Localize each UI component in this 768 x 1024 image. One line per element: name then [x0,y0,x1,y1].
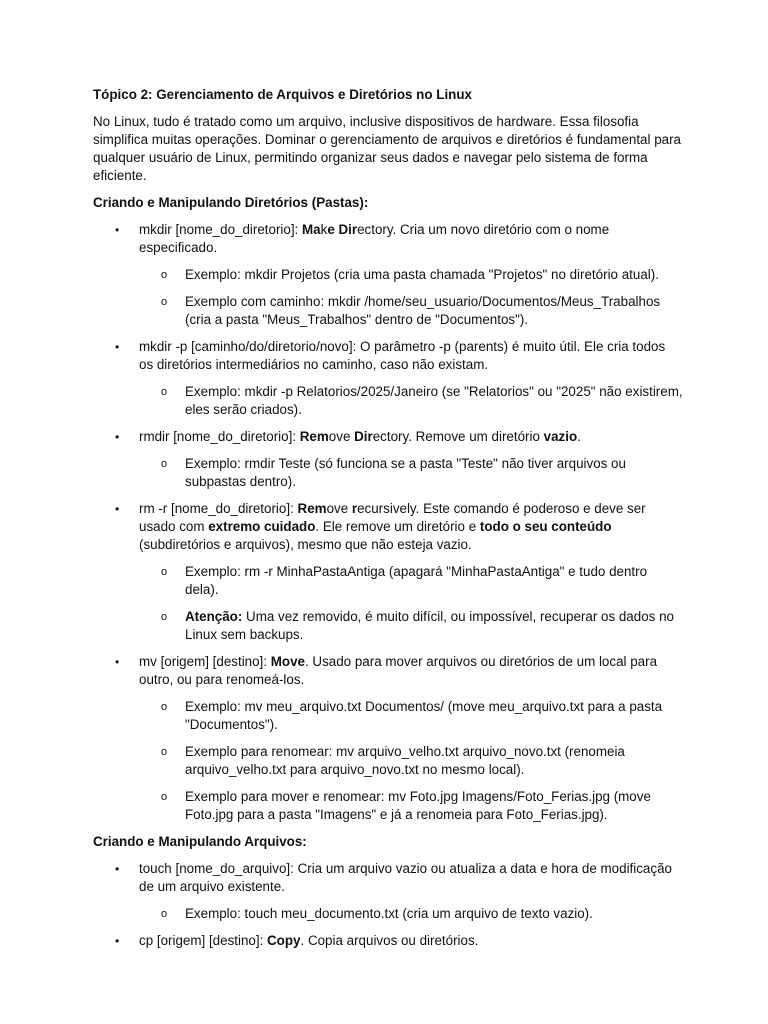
mkdir-p-examples [139,383,683,419]
rmdir-examples [139,455,683,491]
bullet-disc: • [115,655,120,669]
list-item-rm-r: • rm -r [nome_do_diretorio]: Remove recursively. Este comando é poderoso e deve ser usado com extremo cuidado. Ele remove um diretório e todo o seu conteúdo (subdiretórios e arquivos), mesmo que não esteja vazio. o Exemplo: rm -r MinhaPastaAntiga (apagará "MinhaPastaAntiga" e tudo dentro dela). o Atenção: Uma vez removido, é muito difícil, ou impossível, recuperar os dados no Linux sem backups. [93,500,683,644]
bullet-circle: o [161,269,168,281]
bullet-circle: o [161,908,168,920]
bullet-disc: • [115,502,120,516]
bullet-disc: • [115,430,120,444]
section-title-files: Criando e Manipulando Arquivos: [93,834,307,849]
intro-paragraph: No Linux, tudo é tratado como um arquivo, inclusive dispositivos de hardware. Essa filosofia simplifica muitas operações. Dominar o gerenciamento de arquivos e diretórios é fundamental para qualquer usuário de Linux, permitindo organizar seus dados e navegar pelo sistema de forma eficiente. [93,114,682,183]
bullet-circle: o [161,566,168,578]
list-item-example: o Exemplo com caminho: mkdir /home/seu_usuario/Documentos/Meus_Trabalhos (cria a pasta "Meus_Trabalhos" dentro de "Documentos"). [161,294,661,327]
list-item-cp: • cp [origem] [destino]: Copy. Copia arquivos ou diretórios. [115,933,479,948]
list-item-example: o Exemplo: mkdir Projetos (cria uma pasta chamada "Projetos" no diretório atual). [161,267,659,282]
section-title-directories: Criando e Manipulando Diretórios (Pastas): [93,195,369,210]
bullet-disc: • [115,862,120,876]
list-item-mv: • mv [origem] [destino]: Move. Usado para mover arquivos ou diretórios de um local para outro, ou para renomeá-los. o Exemplo: mv meu_arquivo.txt Documentos/ (move meu_arquivo.txt para a pasta "Documentos"). o Exemplo para renomear: mv arquivo_velho.txt arquivo_novo.txt (renomeia arquivo_velho.txt para arquivo_novo.txt no mesmo local). o Exemplo para mover e renomear: mv Foto.jpg Imagens/Foto_Ferias.jpg (move Foto.jpg para a pasta "Imagens" e já a renomeia para Foto_Ferias.jpg). [93,653,683,824]
touch-examples [139,905,683,923]
directory-commands-list [93,221,683,824]
document-title: Tópico 2: Gerenciamento de Arquivos e Diretórios no Linux [93,87,472,102]
warning-label: Atenção: [185,609,243,624]
bullet-circle: o [161,458,168,470]
bullet-disc: • [115,340,120,354]
bullet-circle: o [161,791,168,803]
bullet-circle: o [161,611,168,623]
list-item-mkdir-p: • mkdir -p [caminho/do/diretorio/novo]: O parâmetro -p (parents) é muito útil. Ele cria todos os diretórios intermediários no caminho, caso não existam. o Exemplo: mkdir -p Relatorios/2025/Janeiro (se "Relatorios" ou "2025" não existirem, eles serão criados). [115,339,683,417]
bullet-disc: • [115,223,120,237]
list-item-touch: • touch [nome_do_arquivo]: Cria um arquivo vazio ou atualiza a data e hora de modificação de um arquivo existente. o Exemplo: touch meu_documento.txt (cria um arquivo de texto vazio). [93,860,683,923]
list-item-example: o Exemplo: rmdir Teste (só funciona se a pasta "Teste" não tiver arquivos ou subpastas dentro). [161,456,626,489]
list-item-example: o Exemplo: mkdir -p Relatorios/2025/Janeiro (se "Relatorios" ou "2025" não existirem, eles serão criados). [161,384,683,417]
list-item-rmdir: • rmdir [nome_do_diretorio]: Remove Directory. Remove um diretório vazio. o Exemplo: rmdir Teste (só funciona se a pasta "Teste" não tiver arquivos ou subpastas dentro). [93,428,683,491]
bullet-circle: o [161,701,168,713]
bullet-circle: o [161,296,168,308]
list-item-mkdir: • mkdir [nome_do_diretorio]: Make Directory. Cria um novo diretório com o nome especificado. o Exemplo: mkdir Projetos (cria uma pasta chamada "Projetos" no diretório atual). o Exemplo com caminho: mkdir /home/seu_usuario/Documentos/Meus_Trabalhos (cria a pasta "Meus_Trabalhos" dentro de "Documentos"). [93,221,683,329]
file-commands-list [93,860,683,950]
list-item-example: o Exemplo: touch meu_documento.txt (cria um arquivo de texto vazio). [161,906,593,921]
list-item-warning: o Atenção: Uma vez removido, é muito difícil, ou impossível, recuperar os dados no Linux sem backups. [161,609,674,642]
list-item-example: o Exemplo para renomear: mv arquivo_velho.txt arquivo_novo.txt (renomeia arquivo_velho.txt para arquivo_novo.txt no mesmo local). [161,744,625,777]
mkdir-examples [139,266,683,329]
list-item-example: o Exemplo: rm -r MinhaPastaAntiga (apagará "MinhaPastaAntiga" e tudo dentro dela). [161,564,648,597]
bullet-disc: • [115,934,120,948]
list-item-example: o Exemplo: mv meu_arquivo.txt Documentos/ (move meu_arquivo.txt para a pasta "Documentos"). [161,699,663,732]
document-page [93,86,683,959]
list-item-example: o Exemplo para mover e renomear: mv Foto.jpg Imagens/Foto_Ferias.jpg (move Foto.jpg para a pasta "Imagens" e já a renomeia para Foto_Ferias.jpg). [161,789,651,822]
bullet-circle: o [161,746,168,758]
bullet-circle: o [161,386,168,398]
mv-examples [139,698,683,824]
rm-r-examples [139,563,683,644]
